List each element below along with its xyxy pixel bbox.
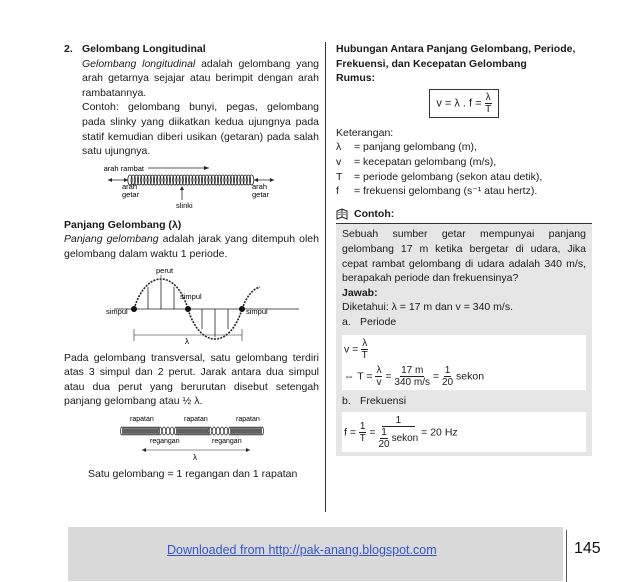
satu-gelombang-caption: Satu gelombang = 1 regangan dan 1 rapatan xyxy=(88,467,298,480)
longitudinal-wave-figure xyxy=(64,413,319,463)
label-perut: perut xyxy=(156,265,174,275)
frekuensi-equation: f = $\frac{1}{T}$ = 1 $\frac{1}{20}$ sekon = 20 Hz xyxy=(342,412,586,452)
label-regangan-2: regangan xyxy=(212,437,242,445)
eq-t-solution: ⇔ T = $\frac{\lambda}{v}$ = $\frac{17 m}{340 m/s}$ = $\frac{1}{20}$ sekon xyxy=(344,364,485,388)
section-longitudinal-heading xyxy=(64,42,319,57)
page-number-divider xyxy=(566,530,567,582)
jawab-label: Jawab: xyxy=(342,286,378,299)
keterangan-title: Keterangan: xyxy=(336,126,394,139)
keterangan-item: f = frekuensi gelombang (s⁻¹ atau hertz). xyxy=(336,185,538,198)
label-simpul-mid: simpul xyxy=(180,291,202,301)
label-rapatan-3: rapatan xyxy=(236,415,260,423)
label-rapatan-1: rapatan xyxy=(130,415,154,423)
label-lambda-long: λ xyxy=(193,452,197,462)
longitudinal-definition: Gelombang longitudinal adalah gelombang yang arah getarnya sejajar atau berimpit dengan arah rambatannya. xyxy=(82,57,319,99)
section-number: 2. xyxy=(64,43,73,55)
page-number: 145 xyxy=(574,540,601,557)
part-a-heading: a. Periode xyxy=(342,315,397,328)
label-lambda-wave: λ xyxy=(185,336,189,345)
keterangan-list xyxy=(336,140,592,198)
compression-coil xyxy=(121,427,264,435)
right-column xyxy=(336,42,592,456)
left-column xyxy=(64,42,319,482)
contoh-heading: Contoh: xyxy=(336,207,592,225)
transversal-paragraph: Pada gelombang transversal, satu gelombang terdiri atas 3 simpul dan 2 perut. Jarak antara dua simpul atau dua perut yang berurutan disebut setengah panjang gelombang atau ½ λ. xyxy=(64,351,319,408)
section-title: Gelombang Longitudinal xyxy=(82,43,206,55)
part-b-heading: b. Frekuensi xyxy=(342,394,407,407)
slinky-coil xyxy=(128,175,254,185)
longitudinal-example: Contoh: gelombang bunyi, pegas, gelombang pada slinky yang diikatkan kedua ujungnya pada statif kemudian diberi usikan (getaran) pada salah satu ujungnya. xyxy=(82,101,319,158)
transverse-wave-figure xyxy=(64,265,319,345)
download-link[interactable]: Downloaded from http://pak-anang.blogspot.com xyxy=(167,543,437,557)
rumus-label: Rumus: xyxy=(336,72,376,85)
contoh-box xyxy=(336,224,592,456)
label-arah-getar-left: arah getar xyxy=(122,181,140,199)
main-formula: v = λ . f = $\frac{\lambda}{T}$ xyxy=(336,89,592,118)
periode-equations xyxy=(342,335,586,390)
label-regangan-1: regangan xyxy=(150,437,180,445)
label-simpul-right: simpul xyxy=(246,306,268,316)
label-simpul-left: simpul xyxy=(106,306,128,316)
contoh-question: Sebuah sumber getar mempunyai panjang gelombang 17 m ketika bergetar di udara, Jika cepat rambat gelombang di udara adalah 340 m/s, berapakah periode dan frekuensinya? xyxy=(342,228,586,285)
label-rapatan-2: rapatan xyxy=(184,415,208,423)
label-arah-getar-right: arah getar xyxy=(252,181,270,199)
keterangan-item: T = periode gelombang (sekon atau detik), xyxy=(336,170,543,183)
label-slinki: slinki xyxy=(176,200,193,210)
hubungan-heading: Hubungan Antara Panjang Gelombang, Periode, Frekuensi, dan Kecepatan Gelombang xyxy=(336,43,576,70)
eq-v-lambda-t: v = $\frac{\lambda}{T}$ xyxy=(344,337,368,361)
diketahui-line: Diketahui: λ = 17 m dan v = 340 m/s. xyxy=(342,301,514,314)
keterangan-item: v = kecepatan gelombang (m/s), xyxy=(336,155,497,168)
panjang-gelombang-heading: Panjang Gelombang (λ) xyxy=(64,218,182,231)
slinky-figure xyxy=(64,162,319,210)
keterangan-item: λ = panjang gelombang (m), xyxy=(336,141,477,154)
book-icon xyxy=(336,208,348,220)
label-arah-rambat: arah rambat xyxy=(103,163,144,173)
panjang-gelombang-definition: Panjang gelombang adalah jarak yang ditempuh oleh gelombang dalam waktu 1 periode. xyxy=(64,233,319,260)
column-divider xyxy=(325,42,326,512)
